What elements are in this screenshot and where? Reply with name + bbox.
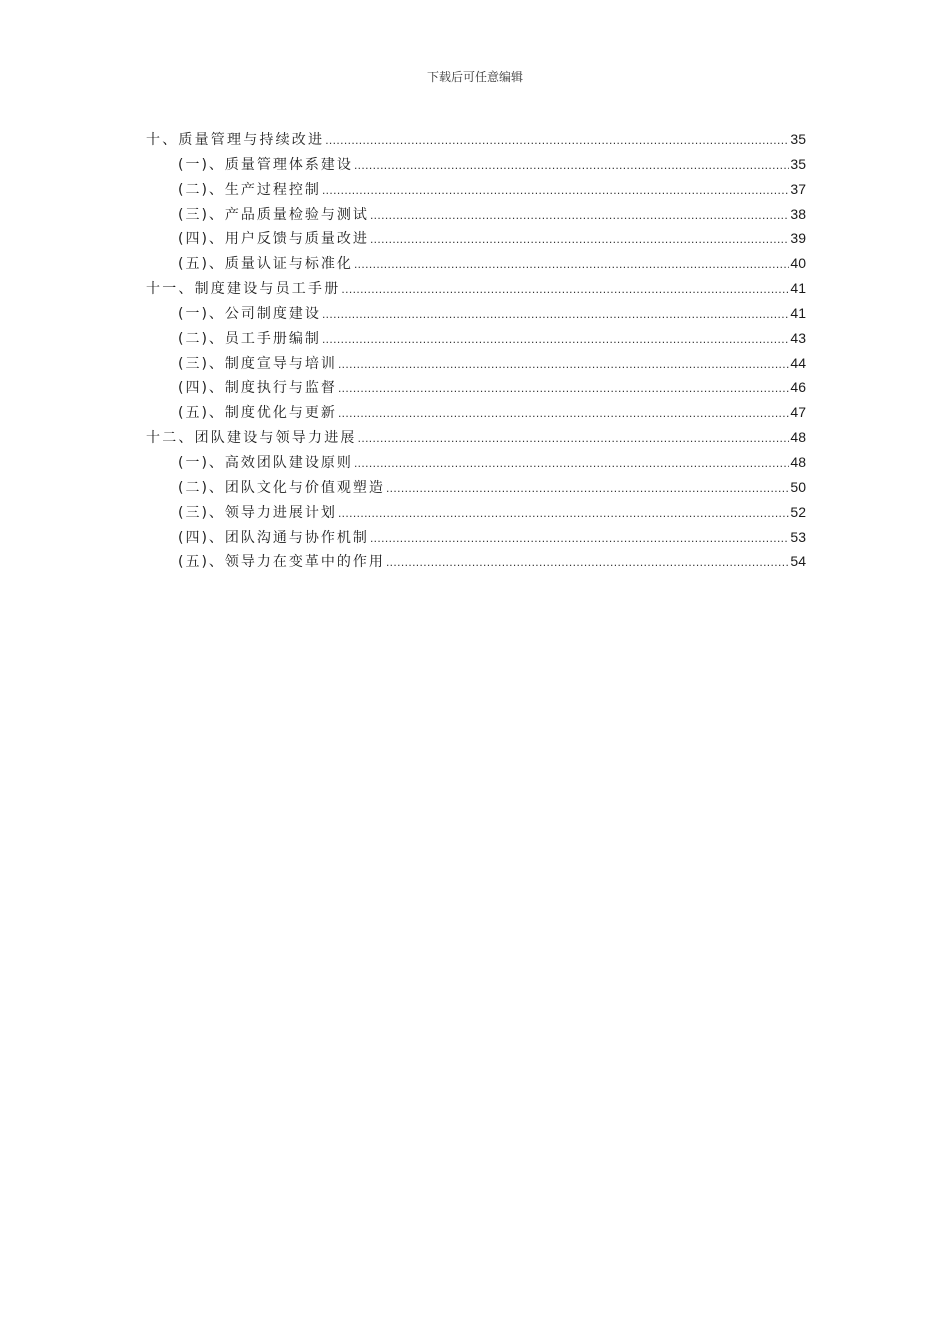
toc-entry-title: (一)、高效团队建设原则 [178,454,353,471]
toc-leader-dots [370,203,789,228]
toc-entry[interactable] [146,177,806,202]
toc-entry[interactable] [146,525,806,550]
toc-entry[interactable] [146,351,806,376]
toc-leader-dots [338,401,789,426]
toc-leader-dots [325,128,789,153]
toc-entry[interactable] [146,425,806,450]
toc-leader-dots [358,426,790,451]
toc-entry[interactable] [146,500,806,525]
toc-entry[interactable] [146,301,806,326]
toc-entry-title: (一)、公司制度建设 [178,305,321,322]
toc-entry-page: 53 [790,528,806,545]
toc-entry-page: 46 [790,379,806,396]
toc-entry-title: (三)、制度宣导与培训 [178,355,337,372]
toc-leader-dots [322,302,789,327]
toc-entry-page: 38 [790,205,806,222]
toc-entry-page: 52 [790,503,806,520]
toc-entry[interactable] [146,152,806,177]
toc-entry-title: (四)、制度执行与监督 [178,380,337,397]
toc-leader-dots [354,153,789,178]
toc-leader-dots [354,252,789,277]
toc-entry-title: (五)、制度优化与更新 [178,405,337,422]
toc-entry-title: (三)、产品质量检验与测试 [178,206,369,223]
toc-entry-page: 35 [790,155,806,172]
toc-entry-title: (一)、质量管理体系建设 [178,156,353,173]
toc-entry-page: 48 [790,429,806,446]
toc-entry[interactable] [146,400,806,425]
toc-entry-title: 十、质量管理与持续改进 [146,132,325,148]
toc-leader-dots [386,550,789,575]
toc-entry-title: (三)、领导力进展计划 [178,504,337,521]
toc-entry[interactable] [146,326,806,351]
toc-entry-page: 37 [790,180,806,197]
toc-leader-dots [370,526,789,551]
toc-leader-dots [322,178,789,203]
toc-leader-dots [354,451,789,476]
toc-entry-page: 44 [790,354,806,371]
toc-entry-page: 48 [790,453,806,470]
toc-entry-page: 41 [790,280,806,297]
toc-entry[interactable] [146,549,806,574]
toc-leader-dots [322,327,789,352]
toc-entry[interactable] [146,226,806,251]
toc-entry-title: (二)、生产过程控制 [178,181,321,198]
toc-entry[interactable] [146,202,806,227]
toc-entry[interactable] [146,475,806,500]
toc-leader-dots [338,501,789,526]
toc-entry-page: 35 [790,131,806,147]
toc-leader-dots [341,277,789,302]
toc-entry-title: 十一、制度建设与员工手册 [146,281,341,298]
toc-entry-title: (五)、领导力在变革中的作用 [178,554,385,571]
toc-entry[interactable] [146,450,806,475]
table-of-contents [146,127,806,574]
toc-entry-page: 54 [790,553,806,570]
toc-entry-page: 47 [790,404,806,421]
toc-entry[interactable] [146,276,806,301]
toc-leader-dots [370,227,789,252]
toc-entry-title: (五)、质量认证与标准化 [178,256,353,273]
toc-leader-dots [338,376,789,401]
toc-entry[interactable] [146,375,806,400]
toc-entry-page: 41 [790,304,806,321]
toc-entry-title: (四)、团队沟通与协作机制 [178,529,369,546]
toc-entry-title: (二)、团队文化与价值观塑造 [178,479,385,496]
toc-entry-page: 39 [790,230,806,247]
toc-entry-title: (四)、用户反馈与质量改进 [178,231,369,248]
toc-entry-page: 40 [790,255,806,272]
toc-entry-title: (二)、员工手册编制 [178,330,321,347]
toc-entry[interactable] [146,251,806,276]
toc-entry[interactable] [146,127,806,152]
page-header: 下载后可任意编辑 [426,70,523,84]
toc-leader-dots [338,352,789,377]
toc-entry-title: 十二、团队建设与领导力进展 [146,430,357,447]
toc-entry-page: 43 [790,329,806,346]
toc-leader-dots [386,476,789,501]
toc-entry-page: 50 [790,478,806,495]
